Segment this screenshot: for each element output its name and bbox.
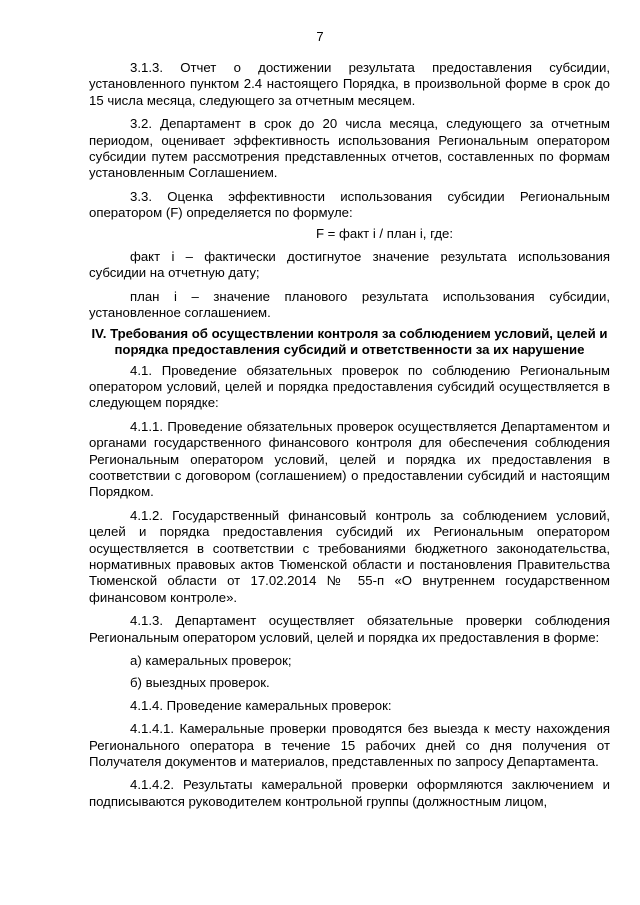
list-item-a: а) камеральных проверок; xyxy=(130,653,292,668)
paragraph-4-1: 4.1. Проведение обязательных проверок по соблюдению Региональным оператором условий, целей и порядка предоставления субсидий осуществляется в следующем порядке: xyxy=(89,362,610,411)
definition-fact: факт i – фактически достигнутое значение результата использования субсидии на отчетную дату; xyxy=(89,249,610,281)
formula: F = факт i / план i, где: xyxy=(315,225,454,241)
paragraph-4-1-4-1: 4.1.4.1. Камеральные проверки проводятся без выезда к месту нахождения Регионального оператора в течение 15 рабочих дней со дня получения от Получателя документов и материалов, представленных по запросу Департамента. xyxy=(89,721,610,770)
paragraph-4-1-4-2: 4.1.4.2. Результаты камеральной проверки оформляются заключением и подписываются руководителем контрольной группы (должностным лицом, xyxy=(89,777,610,809)
paragraph-4-1-2: 4.1.2. Государственный финансовый контроль за соблюдением условий, целей и порядка предоставления субсидий их Региональным оператором осуществляется в соответствии с требованиями бюджетного законодательства, нормативных правовых актов Тюменской области и постановления Правительства Тюменской области от 17.02.2014 № 55-п «О внутреннем государственном финансовом контроле». xyxy=(89,507,610,605)
paragraph-3-3: 3.3. Оценка эффективности использования субсидии Региональным оператором (F) определяется по формуле: xyxy=(89,188,610,221)
list-item-b: б) выездных проверок. xyxy=(130,675,270,691)
paragraph-4-1-1: 4.1.1. Проведение обязательных проверок осуществляется Департаментом и органами государственного финансового контроля для обеспечения соблюдения Региональным оператором условий, целей и порядка их предоставления в соответствии с договором (соглашением) о предоставлении субсидий и настоящим Порядком. xyxy=(89,418,610,500)
document-body xyxy=(89,60,610,817)
section-heading: IV. Требования об осуществлении контроля за соблюдением условий, целей и порядка предоставления субсидий и ответственности за их нарушение xyxy=(91,325,608,358)
definition-plan: план i – значение планового результата использования субсидии, установленное соглашением. xyxy=(89,288,610,321)
page-number: 7 xyxy=(316,29,324,44)
paragraph-4-1-3: 4.1.3. Департамент осуществляет обязательные проверки соблюдения Региональным оператором условий, целей и порядка их предоставления в форме: xyxy=(89,613,610,645)
paragraph-3-2: 3.2. Департамент в срок до 20 числа месяца, следующего за отчетным периодом, оценивает эффективность использования Региональным оператором субсидии путем рассмотрения представленных отчетов, составленных по формам установленным Соглашением. xyxy=(89,116,610,181)
paragraph-3-1-3: 3.1.3. Отчет о достижении результата предоставления субсидии, установленного пунктом 2.4 настоящего Порядка, в произвольной форме в срок до 15 числа месяца, следующего за отчетным месяцем. xyxy=(89,60,610,108)
paragraph-4-1-4: 4.1.4. Проведение камеральных проверок: xyxy=(130,697,392,713)
